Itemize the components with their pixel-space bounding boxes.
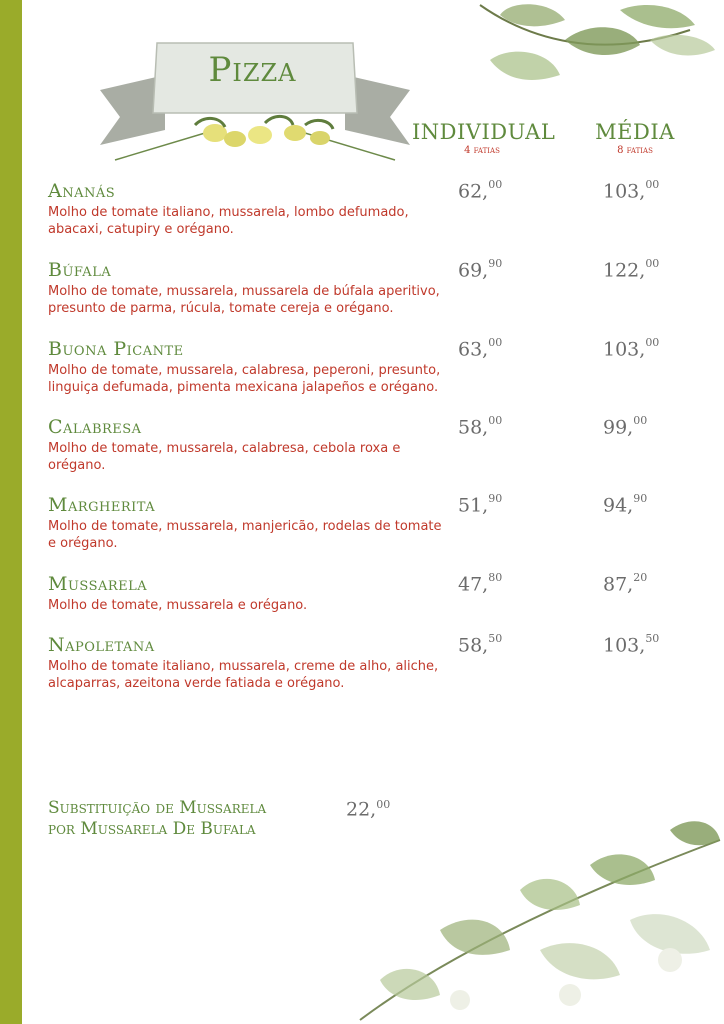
column-header-media	[585, 120, 685, 156]
item-name: Margherita	[48, 494, 156, 516]
item-name: Buona Picante	[48, 338, 184, 360]
menu-item	[48, 494, 688, 552]
price-media: 99,00	[603, 414, 648, 439]
item-name: Calabresa	[48, 416, 142, 438]
price-individual: 47,80	[458, 571, 503, 596]
menu-item	[48, 416, 688, 474]
leaf-ornament-top	[470, 0, 724, 90]
item-description: Molho de tomate, mussarela, manjericão, rodelas de tomate e orégano.	[48, 519, 442, 551]
item-name: Mussarela	[48, 573, 148, 595]
column-label: MÉDIA	[595, 120, 675, 144]
leaf-ornament-bottom	[340, 810, 724, 1024]
item-description: Molho de tomate italiano, mussarela, creme de alho, aliche, alcaparras, azeitona verde fatiada e orégano.	[48, 659, 439, 691]
page-title: Pizza	[208, 50, 297, 90]
item-description: Molho de tomate italiano, mussarela, lombo defumado, abacaxi, catupiry e orégano.	[48, 205, 409, 237]
price-individual: 69,90	[458, 257, 503, 282]
side-color-bar	[0, 0, 22, 1024]
item-description: Molho de tomate, mussarela, calabresa, cebola roxa e orégano.	[48, 441, 401, 473]
price-media: 103,00	[603, 336, 660, 361]
item-description: Molho de tomate, mussarela, mussarela de búfala aperitivo, presunto de parma, rúcula, tomate cereja e orégano.	[48, 284, 440, 316]
menu-item	[48, 259, 688, 317]
menu-item	[48, 573, 688, 614]
price-media: 122,00	[603, 257, 660, 282]
price-individual: 63,00	[458, 336, 503, 361]
price-media: 103,50	[603, 632, 660, 657]
item-name: Napoletana	[48, 634, 155, 656]
menu-item	[48, 180, 688, 238]
substitution-note	[48, 798, 348, 840]
price-individual: 58,50	[458, 632, 503, 657]
item-description: Molho de tomate, mussarela e orégano.	[48, 598, 308, 613]
substitution-price: 22,00	[346, 798, 391, 821]
column-label: INDIVIDUAL	[412, 120, 556, 144]
price-individual: 62,00	[458, 178, 503, 203]
item-name: Ananás	[48, 180, 116, 202]
item-name: Búfala	[48, 259, 112, 281]
price-media: 94,90	[603, 492, 648, 517]
column-sub: 4 fatias	[464, 145, 500, 156]
price-individual: 51,90	[458, 492, 503, 517]
price-media: 103,00	[603, 178, 660, 203]
substitution-line: Substituição de Mussarela	[48, 798, 267, 818]
substitution-line: por Mussarela De Bufala	[48, 819, 256, 839]
price-individual: 58,00	[458, 414, 503, 439]
menu-item	[48, 338, 688, 396]
column-sub: 8 fatias	[617, 145, 653, 156]
column-header-individual	[412, 120, 556, 156]
item-description: Molho de tomate, mussarela, calabresa, peperoni, presunto, linguiça defumada, pimenta mexicana jalapeños e orégano.	[48, 363, 441, 395]
price-media: 87,20	[603, 571, 648, 596]
menu-item	[48, 634, 688, 692]
